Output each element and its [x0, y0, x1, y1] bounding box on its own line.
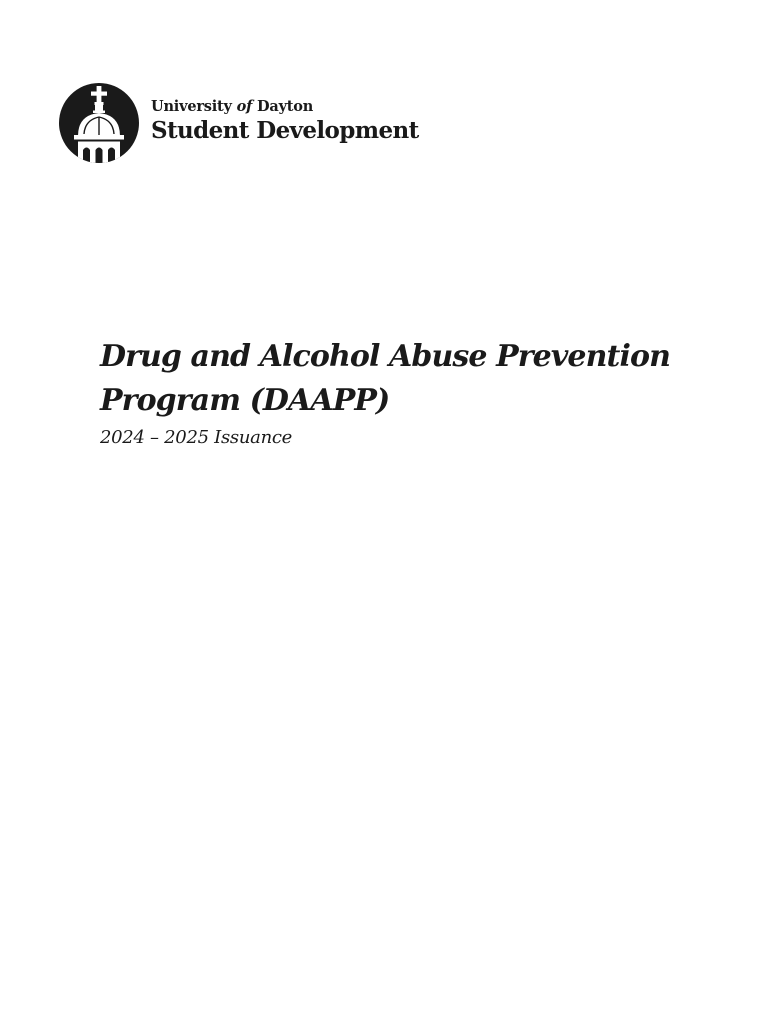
university-name-suffix: Dayton: [257, 98, 314, 115]
university-name-prefix: University: [151, 98, 232, 115]
document-title-line-2: Program (DAAPP): [100, 383, 390, 418]
university-name-of: of: [236, 98, 253, 115]
document-title: [100, 335, 720, 423]
university-logo: [58, 82, 418, 166]
logo-wordmark: [151, 98, 419, 145]
document-title-line-1: Drug and Alcohol Abuse Prevention: [100, 339, 670, 374]
university-name: [151, 98, 419, 116]
division-name: Student Development: [151, 117, 419, 144]
title-block: [100, 335, 720, 451]
chapel-dome-seal-icon: [58, 82, 140, 164]
document-subtitle: 2024 – 2025 Issuance: [100, 427, 293, 448]
